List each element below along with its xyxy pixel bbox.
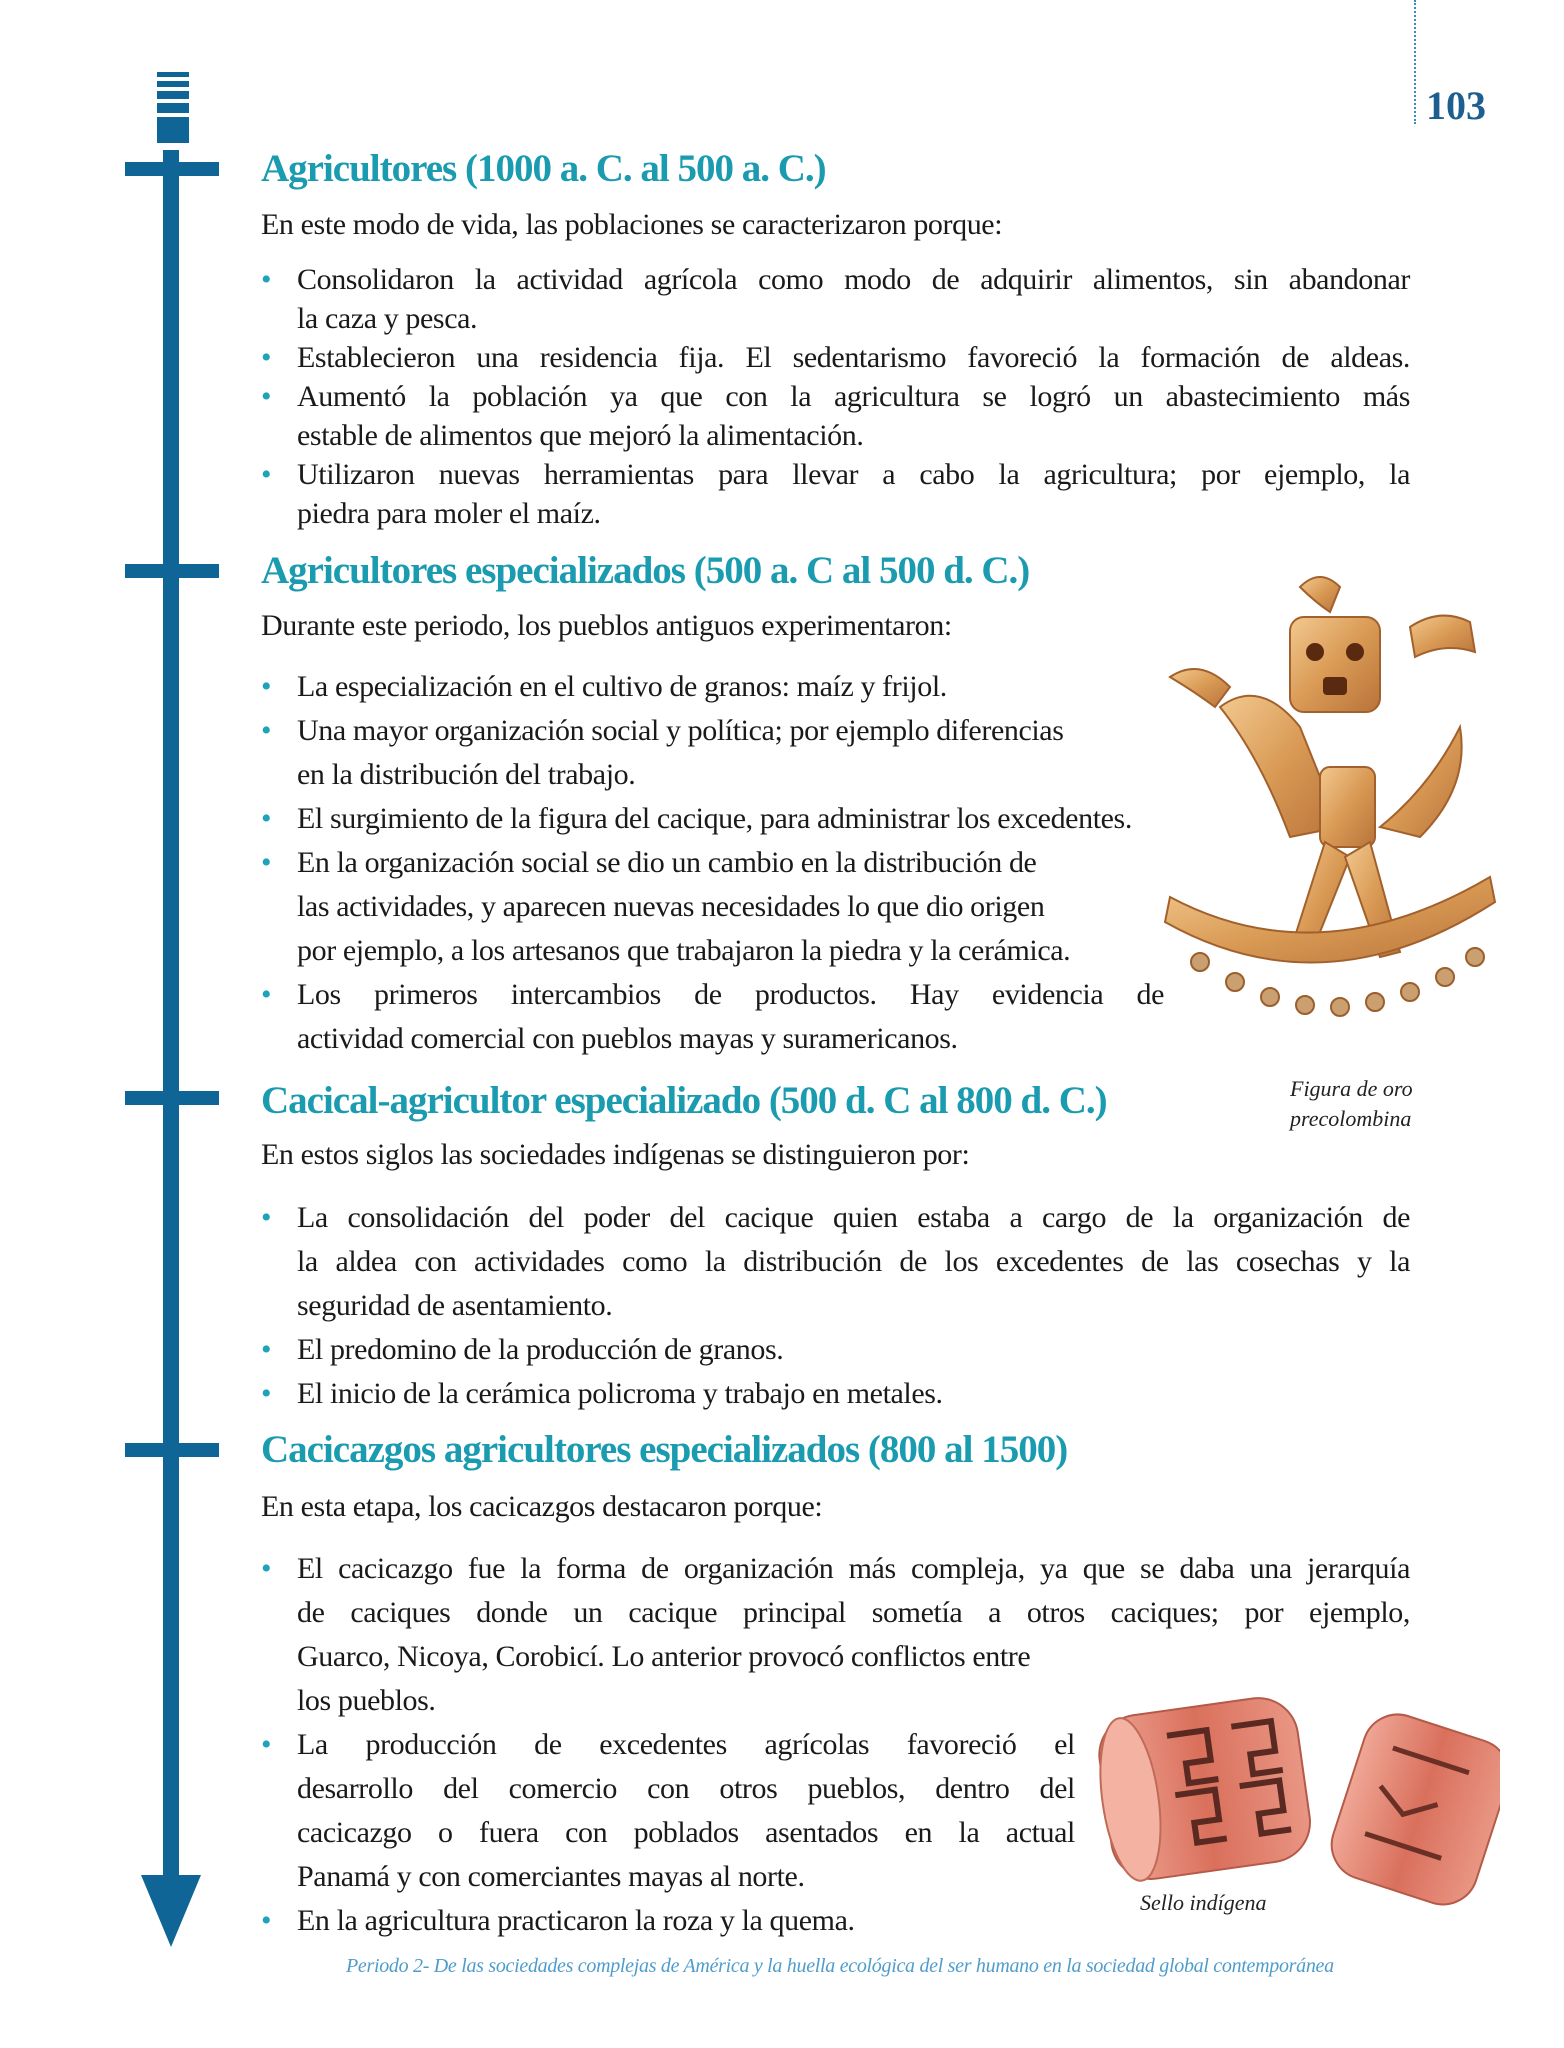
- bullet-icon: •: [261, 1333, 272, 1366]
- bullet-icon: •: [261, 1377, 272, 1410]
- list-item-text: las actividades, y aparecen nuevas necesidades lo que dio origen: [297, 890, 1045, 923]
- list-item-text: piedra para moler el maíz.: [297, 497, 601, 530]
- list-item-text: actividad comercial con pueblos mayas y suramericanos.: [297, 1022, 958, 1055]
- list-item-text: los pueblos.: [297, 1684, 436, 1717]
- timeline-stripe: [157, 81, 189, 87]
- list-item-text: La producción de excedentes agrícolas favoreció el: [297, 1728, 1075, 1761]
- list-item-text: cacicazgo o fuera con poblados asentados en la actual: [297, 1816, 1075, 1849]
- page-footer: Periodo 2- De las sociedades complejas de América y la huella ecológica del ser humano en la sociedad global contemporánea: [346, 1955, 1334, 1977]
- timeline-arrow-icon: [141, 1875, 201, 1947]
- section-intro: En este modo de vida, las poblaciones se caracterizaron porque:: [261, 208, 1003, 241]
- timeline-stripe: [157, 117, 189, 143]
- bullet-icon: •: [261, 341, 272, 374]
- figure-caption: [1290, 1074, 1413, 1134]
- list-item: [261, 377, 1411, 416]
- timeline-tick: [125, 1091, 219, 1105]
- page-number: 103: [1426, 83, 1486, 128]
- timeline-line: [163, 150, 179, 1890]
- bullet-icon: •: [261, 978, 272, 1011]
- timeline-tick: [125, 162, 219, 176]
- list-item: [261, 1328, 1411, 1372]
- list-item: [261, 260, 1411, 299]
- list-item-text: Los primeros intercambios de productos. Hay evidencia de: [297, 978, 1164, 1011]
- section-heading: Cacicazgos agricultores especializados (800 al 1500): [261, 1428, 1068, 1471]
- timeline-stripe: [157, 72, 189, 77]
- timeline-tick: [125, 564, 219, 578]
- list-item: [261, 455, 1411, 494]
- list-item-text: El cacicazgo fue la forma de organización más compleja, ya que se daba una jerarquía: [297, 1552, 1410, 1585]
- list-item-text: En la organización social se dio un cambio en la distribución de: [297, 846, 1037, 879]
- list-item-text: la aldea con actividades como la distribución de los excedentes de las cosechas y la: [297, 1245, 1410, 1278]
- gold-figure-image: [1160, 567, 1500, 1047]
- list-item-text: La consolidación del poder del cacique quien estaba a cargo de la organización de: [297, 1201, 1410, 1234]
- section-heading: Cacical-agricultor especializado (500 d. C al 800 d. C.): [261, 1079, 1107, 1122]
- list-item-text: seguridad de asentamiento.: [297, 1289, 613, 1322]
- bullet-icon: •: [261, 846, 272, 879]
- list-item: [261, 1547, 1411, 1591]
- bullet-icon: •: [261, 458, 272, 491]
- bullet-icon: •: [261, 670, 272, 703]
- bullet-icon: •: [261, 1201, 272, 1234]
- list-item-text: El inicio de la cerámica policroma y trabajo en metales.: [297, 1377, 943, 1410]
- bullet-icon: •: [261, 380, 272, 413]
- section-intro: En estos siglos las sociedades indígenas se distinguieron por:: [261, 1138, 970, 1171]
- bullet-list: [261, 1196, 1411, 1416]
- section-intro: Durante este periodo, los pueblos antiguos experimentaron:: [261, 609, 952, 642]
- bullet-list: [261, 260, 1411, 533]
- list-item-text: Utilizaron nuevas herramientas para llevar a cabo la agricultura; por ejemplo, la: [297, 458, 1410, 491]
- stamp-seal-image: [1095, 1681, 1500, 1916]
- bullet-icon: •: [261, 1904, 272, 1937]
- list-item-text: Aumentó la población ya que con la agricultura se logró un abastecimiento más: [297, 380, 1410, 413]
- list-item-text: La especialización en el cultivo de granos: maíz y frijol.: [297, 670, 947, 703]
- timeline-tick: [125, 1443, 219, 1457]
- list-item-text: Guarco, Nicoya, Corobicí. Lo anterior provocó conflictos entre: [297, 1640, 1031, 1673]
- list-item: [261, 1372, 1411, 1416]
- timeline-stripe: [157, 91, 189, 99]
- list-item: [261, 1196, 1411, 1240]
- section-heading: Agricultores (1000 a. C. al 500 a. C.): [261, 147, 826, 190]
- list-item-text: Panamá y con comerciantes mayas al norte.: [297, 1860, 805, 1893]
- bullet-icon: •: [261, 714, 272, 747]
- list-item-text: de caciques donde un cacique principal sometía a otros caciques; por ejemplo,: [297, 1596, 1410, 1629]
- list-item: [261, 338, 1411, 377]
- page-edge-dotted-line: [1414, 0, 1416, 124]
- list-item-text: la caza y pesca.: [297, 302, 478, 335]
- list-item-text: Consolidaron la actividad agrícola como modo de adquirir alimentos, sin abandonar: [297, 263, 1410, 296]
- section-heading: Agricultores especializados (500 a. C al 500 d. C.): [261, 549, 1030, 592]
- figure-caption: Sello indígena: [1140, 1890, 1267, 1915]
- bullet-icon: •: [261, 802, 272, 835]
- list-item-text: por ejemplo, a los artesanos que trabajaron la piedra y la cerámica.: [297, 934, 1071, 967]
- list-item-text: estable de alimentos que mejoró la alimentación.: [297, 419, 864, 452]
- section-intro: En esta etapa, los cacicazgos destacaron porque:: [261, 1490, 823, 1523]
- list-item-text: desarrollo del comercio con otros pueblos, dentro del: [297, 1772, 1075, 1805]
- list-item-text: En la agricultura practicaron la roza y la quema.: [297, 1904, 855, 1937]
- list-item-text: El predomino de la producción de granos.: [297, 1333, 784, 1366]
- bullet-icon: •: [261, 263, 272, 296]
- list-item-text: El surgimiento de la figura del cacique, para administrar los excedentes.: [297, 802, 1132, 835]
- list-item-text: Una mayor organización social y política; por ejemplo diferencias: [297, 714, 1064, 747]
- caption-line: Figura de oro: [1290, 1076, 1413, 1101]
- bullet-icon: •: [261, 1552, 272, 1585]
- list-item-text: en la distribución del trabajo.: [297, 758, 636, 791]
- caption-line: precolombina: [1290, 1106, 1412, 1131]
- timeline-stripe: [157, 103, 189, 113]
- bullet-icon: •: [261, 1728, 272, 1761]
- list-item-text: Establecieron una residencia fija. El sedentarismo favoreció la formación de aldeas.: [297, 341, 1410, 374]
